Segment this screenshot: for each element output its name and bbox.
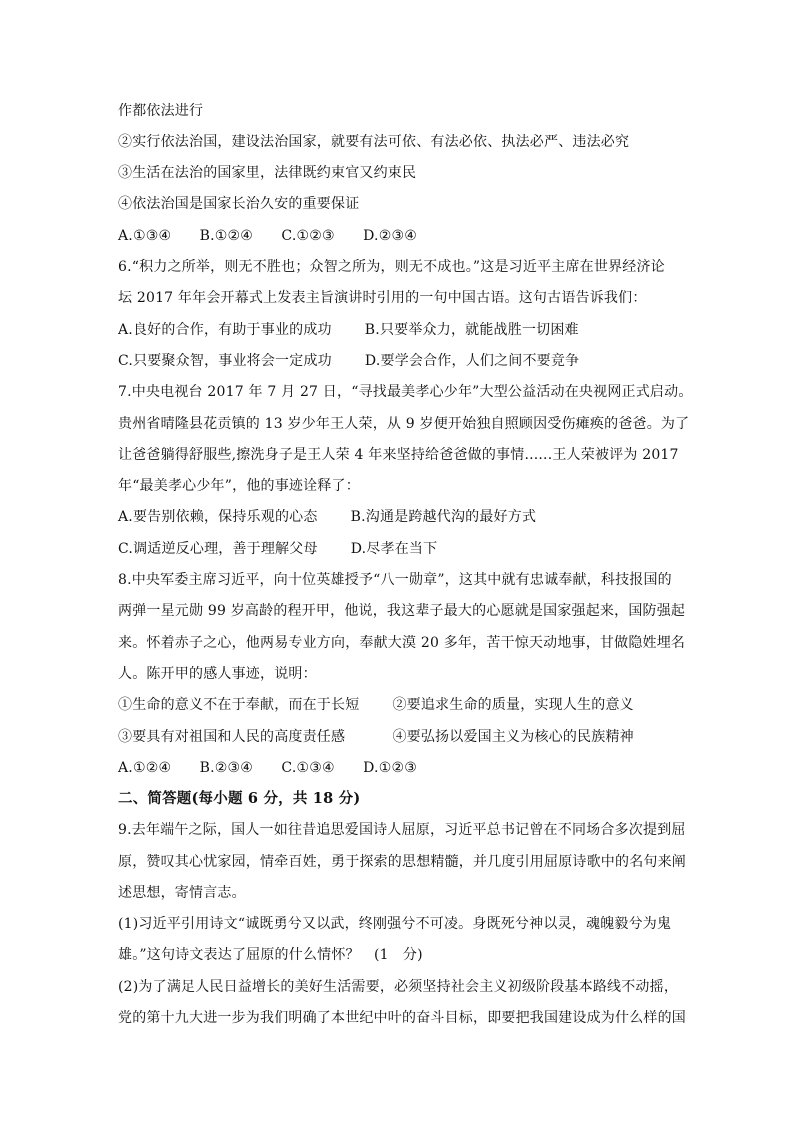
- text-line: 述思想，寄情言志。: [118, 885, 246, 901]
- text-line: 人。陈开甲的感人事迹，说明：: [118, 666, 317, 682]
- statements: ①生命的意义不在于奉献，而在于长短 ②要追求生命的质量，实现人生的意义: [118, 697, 634, 713]
- text-line: 雄。”这句诗文表达了屈原的什么情怀？ (1 分): [118, 947, 423, 963]
- statement-2: ②实行依法治国，建设法治国家，就要有法可依、有法必依、执法必严、违法必究: [118, 134, 630, 150]
- text-line: 坛 2017 年年会开幕式上发表主旨演讲时引用的一句中国古语。这句古语告诉我们：: [118, 290, 647, 306]
- text-line: 贵州省晴隆县花贡镇的 13 岁少年王人荣，从 9 岁便开始独自照顾因受伤瘫痪的爸爸。为了: [118, 416, 690, 432]
- statement-4: ④依法治国是国家长治久安的重要保证: [118, 196, 360, 212]
- question-7: 7.中央电视台 2017 年 7 月 27 日，“寻找最美孝心少年”大型公益活动在央视网正式启动。: [118, 384, 693, 400]
- text-line: 党的第十九大进一步为我们明确了本世纪中叶的奋斗目标，即要把我国建设成为什么样的国: [118, 1010, 686, 1026]
- text-line: 让爸爸躺得舒服些,擦洗身子是王人荣 4 年来坚持给爸爸做的事情......王人荣被评为 2017: [118, 447, 679, 463]
- sub-question-2: (2)为了满足人民日益增长的美好生活需要，必须坚持社会主义初级阶段基本路线不动摇，: [118, 979, 679, 995]
- sub-question-1: (1)习近平引用诗文“诚既勇兮又以武，终刚强兮不可凌。身既死兮神以灵，魂魄毅兮为鬼: [118, 916, 672, 932]
- answer-options: C.调适逆反心理，善于理解父母 D.尽孝在当下: [118, 541, 438, 557]
- answer-options: A.良好的合作，有助于事业的成功 B.只要举众力，就能战胜一切困难: [118, 322, 579, 338]
- answer-options: A.①③④ B.①②④ C.①②③ D.②③④: [118, 228, 417, 244]
- answer-options: C.只要聚众智，事业将会一定成功 D.要学会合作，人们之间不要竞争: [118, 353, 580, 369]
- text-line: 年“最美孝心少年”，他的事迹诠释了：: [118, 478, 360, 494]
- statements: ③要具有对祖国和人民的高度责任感 ④要弘扬以爱国主义为核心的民族精神: [118, 729, 634, 745]
- text-line: 原，赞叹其心忧家园，情牵百姓，勇于探索的思想精髓，并几度引用屈原诗歌中的名句来阐: [118, 854, 686, 870]
- text-line: 两弹一星元勋 99 岁高龄的程开甲，他说，我这辈子最大的心愿就是国家强起来，国防强起: [118, 603, 686, 619]
- question-9: 9.去年端午之际，国人一如往昔追思爱国诗人屈原，习近平总书记曾在不同场合多次提到屈: [118, 822, 686, 838]
- section-heading: 二、简答题(每小题 6 分，共 18 分): [118, 790, 361, 807]
- statement-3: ③生活在法治的国家里，法律既约束官又约束民: [118, 165, 417, 181]
- text-line: 作都依法进行: [118, 103, 204, 119]
- answer-options: A.要告别依赖，保持乐观的心态 B.沟通是跨越代沟的最好方式: [118, 509, 537, 525]
- answer-options: A.①②④ B.②③④ C.①③④ D.①②③: [118, 760, 417, 776]
- question-6: 6.“积力之所举，则无不胜也；众智之所为，则无不成也。”这是习近平主席在世界经济论: [118, 259, 665, 275]
- text-line: 来。怀着赤子之心，他两易专业方向，奉献大漠 20 多年，苦干惊天动地事，甘做隐姓埋名: [118, 635, 686, 651]
- question-8: 8.中央军委主席习近平，向十位英雄授予“八一勋章”，这其中就有忠诚奉献，科技报国的: [118, 572, 672, 588]
